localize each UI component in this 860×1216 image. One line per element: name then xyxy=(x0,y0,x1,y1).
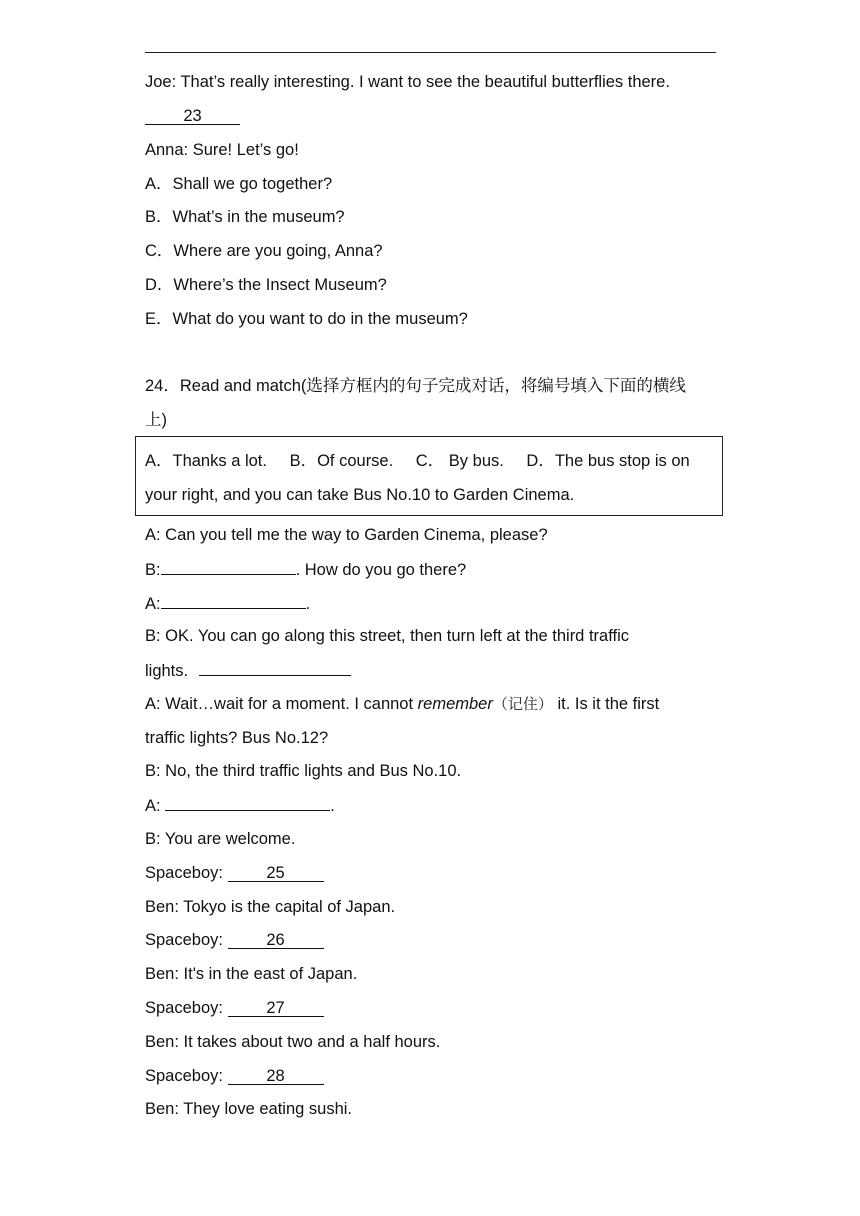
joe-line: Joe: That’s really interesting. I want to see the beautiful butterflies there. xyxy=(145,73,670,91)
ben-line-3: Ben: It takes about two and a half hours. xyxy=(145,1033,441,1051)
dialog-line-6-text: A: Wait…wait for a moment. I cannot xyxy=(145,695,418,713)
answer-blank-23 xyxy=(145,106,240,126)
choice-box-row-1 xyxy=(145,451,690,471)
option-a: A．Shall we go together? xyxy=(145,175,333,193)
dialog-line-7: traffic lights? Bus No.12? xyxy=(145,729,329,747)
dialog-line-6-tail: it. Is it the first xyxy=(552,695,660,713)
dialog-line-3-text: . xyxy=(305,595,311,613)
question-24-title xyxy=(145,376,686,396)
dialog-line-10: B: You are welcome. xyxy=(145,830,296,848)
answer-blank xyxy=(161,593,306,609)
option-c: C．Where are you going, Anna? xyxy=(145,242,383,260)
choice-a: A．Thanks a lot. xyxy=(145,452,267,470)
spaceboy-line-27 xyxy=(145,998,324,1018)
dialog-line-2 xyxy=(145,559,466,580)
dialog-line-5-text: lights. xyxy=(145,662,189,680)
dialog-line-9-speaker: A: xyxy=(145,797,166,815)
spaceboy-label: Spaceboy: xyxy=(145,931,228,949)
dialog-line-2-text: . How do you go there? xyxy=(295,561,467,579)
spaceboy-line-25 xyxy=(145,863,324,883)
spaceboy-label: Spaceboy: xyxy=(145,1067,228,1085)
option-b: B．What’s in the museum? xyxy=(145,208,345,226)
dialog-line-3-speaker: A: xyxy=(145,595,161,613)
dialog-line-5 xyxy=(145,660,351,681)
question-24-title-text: 24．Read and match(选择方框内的句子完成对话，将编号填入下面的横线 xyxy=(145,377,686,395)
spaceboy-line-28 xyxy=(145,1066,324,1086)
anna-line: Anna: Sure! Let’s go! xyxy=(145,141,299,159)
dialog-line-1: A: Can you tell me the way to Garden Cinema, please? xyxy=(145,526,548,544)
dialog-line-6 xyxy=(145,694,659,714)
option-d: D．Where’s the Insect Museum? xyxy=(145,276,387,294)
blank-26-number: 26 xyxy=(228,932,324,949)
ben-line-2: Ben: It's in the east of Japan. xyxy=(145,965,358,983)
dialog-line-2-speaker: B: xyxy=(145,561,161,579)
option-e: E．What do you want to do in the museum? xyxy=(145,310,468,328)
dialog-line-6-emphasis: remember xyxy=(417,695,493,713)
answer-blank xyxy=(199,660,351,676)
blank-28-number: 28 xyxy=(228,1068,324,1085)
dialog-line-4: B: OK. You can go along this street, then turn left at the third traffic xyxy=(145,627,629,645)
dialog-line-9 xyxy=(145,795,335,816)
ben-line-1: Ben: Tokyo is the capital of Japan. xyxy=(145,898,396,916)
dialog-line-6-gloss: （记住） xyxy=(492,695,553,713)
choice-c: C． By bus. xyxy=(415,452,504,470)
answer-blank xyxy=(161,559,296,575)
choice-b: B．Of course. xyxy=(289,452,394,470)
spaceboy-line-26 xyxy=(145,930,324,950)
dialog-line-8: B: No, the third traffic lights and Bus No.10. xyxy=(145,762,462,780)
dialog-line-3 xyxy=(145,593,310,614)
choice-d: D．The bus stop is on xyxy=(526,452,690,470)
question-24-title-cont: 上) xyxy=(145,411,167,429)
answer-blank xyxy=(165,795,330,811)
spaceboy-label: Spaceboy: xyxy=(145,999,228,1017)
blank-27-number: 27 xyxy=(228,1000,324,1017)
top-rule xyxy=(145,52,716,53)
choice-d-cont: your right, and you can take Bus No.10 to Garden Cinema. xyxy=(145,486,575,504)
ben-line-4: Ben: They love eating sushi. xyxy=(145,1100,352,1118)
blank-23-number: 23 xyxy=(145,108,240,125)
spaceboy-label: Spaceboy: xyxy=(145,864,228,882)
dialog-line-9-text: . xyxy=(330,797,335,815)
blank-25-number: 25 xyxy=(228,865,324,882)
